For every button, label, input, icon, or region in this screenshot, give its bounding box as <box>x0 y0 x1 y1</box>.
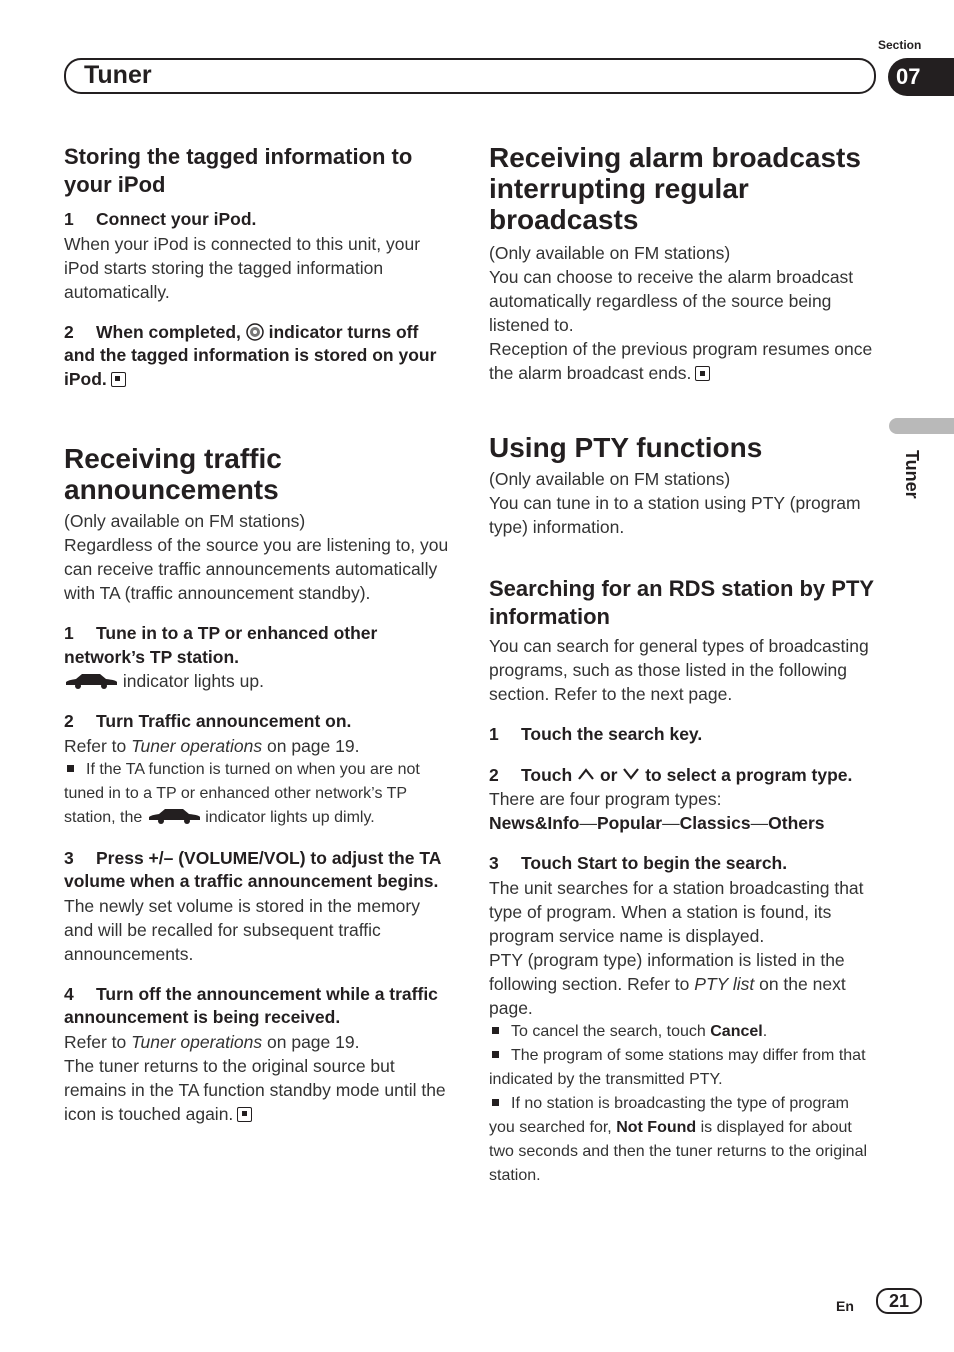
ta-car-indicator-icon <box>147 807 201 825</box>
traffic-step-2: 2 Turn Traffic announcement on. <box>64 711 352 731</box>
traffic-step-4-ref: Refer to Tuner operations on page 19. <box>64 1031 360 1052</box>
traffic-step-1-text: indicator lights up. <box>64 669 450 693</box>
pty-heading: Using PTY functions <box>489 432 763 463</box>
traffic-step-3-text: The newly set volume is stored in the memory and will be recalled for subsequent traffic announcements. <box>64 895 420 964</box>
search-heading: Searching for an RDS station by PTY information <box>489 576 874 629</box>
tuner-operations-link[interactable]: Tuner operations <box>131 1031 263 1052</box>
storing-step-1-text: When your iPod is connected to this unit, your iPod starts storing the tagged information automatically. <box>64 233 421 302</box>
tuner-operations-link[interactable]: Tuner operations <box>131 735 263 756</box>
search-step-2-text: There are four program types: <box>489 789 722 809</box>
alarm-text-2: You can choose to receive the alarm broadcast automatically regardless of the source being listened to. <box>489 267 854 335</box>
page-number: 21 <box>876 1288 922 1314</box>
traffic-step-4-text: The tuner returns to the original source but remains in the TA function standby mode until the icon is touched again. <box>64 1055 446 1124</box>
traffic-step-4: 4 Turn off the announcement while a traffic announcement is being received. <box>64 983 438 1027</box>
bullet-icon <box>492 1027 499 1034</box>
traffic-intro-1: (Only available on FM stations) <box>64 511 306 531</box>
search-step-3-text-1: The unit searches for a station broadcasting that type of program. When a station is found, its program service name is displayed. <box>489 877 864 946</box>
search-step-3: 3 Touch Start to begin the search. <box>489 853 788 873</box>
end-mark-icon <box>237 1107 252 1122</box>
traffic-intro-2: Regardless of the source you are listening to, you can receive traffic announcements automatically with TA (traffic announcement standby). <box>64 535 449 603</box>
program-types: News&Info—Popular—Classics—Others <box>489 813 825 833</box>
search-step-2: 2 Touch or to select a program type. <box>489 764 853 785</box>
right-column <box>489 142 875 1188</box>
program-type-others: Others <box>768 813 825 833</box>
end-mark-icon <box>111 372 126 387</box>
search-intro: You can search for general types of broadcasting programs, such as those listed in the following section. Refer to the next page. <box>489 636 869 704</box>
alarm-text-1: (Only available on FM stations) <box>489 243 731 263</box>
search-note-1: To cancel the search, touch Cancel. <box>489 1020 875 1044</box>
traffic-heading: Receiving traffic announcements <box>64 443 282 505</box>
search-step-1: 1 Touch the search key. <box>489 724 703 744</box>
pty-list-link[interactable]: PTY list <box>694 973 755 994</box>
program-type-classics: Classics <box>679 813 751 833</box>
search-note-3: If no station is broadcasting the type of program you searched for, Not Found is displayed for about two seconds and then the tuner returns to the original station. <box>489 1094 868 1184</box>
side-tab-marker <box>889 418 954 434</box>
bullet-icon <box>492 1099 499 1106</box>
language-label: En <box>836 1298 854 1314</box>
chevron-up-icon <box>577 767 595 781</box>
bullet-icon <box>67 765 74 772</box>
traffic-step-2-note: If the TA function is turned on when you are not tuned in to a TP or enhanced other network’s TP station, the indicator lights up dimly. <box>64 760 420 826</box>
alarm-text-3: Reception of the previous program resumes once the alarm broadcast ends. <box>489 339 873 383</box>
storing-step-2: 2 When completed, indicator turns off and the tagged information is stored on your iPod. <box>64 321 437 389</box>
pty-text-2: You can tune in to a station using PTY (program type) information. <box>489 493 861 537</box>
chevron-down-icon <box>622 767 640 781</box>
section-label: Section <box>878 38 922 52</box>
end-mark-icon <box>695 366 710 381</box>
side-tab-label: Tuner <box>902 450 922 499</box>
ta-car-indicator-icon <box>64 672 118 690</box>
traffic-step-2-ref: Refer to Tuner operations on page 19. <box>64 735 360 756</box>
bullet-icon <box>492 1051 499 1058</box>
search-step-3-text-2: PTY (program type) information is listed in the following section. Refer to PTY list on the next page. <box>489 949 846 1018</box>
storing-heading: Storing the tagged information to your iPod <box>64 144 413 197</box>
chapter-title-frame <box>64 58 876 94</box>
traffic-step-1: 1 Tune in to a TP or enhanced other network’s TP station. <box>64 623 378 667</box>
chapter-title: Tuner <box>84 61 152 89</box>
left-column <box>64 143 450 1126</box>
search-note-2: The program of some stations may differ from that indicated by the transmitted PTY. <box>489 1046 866 1088</box>
traffic-step-3: 3 Press +/– (VOLUME/VOL) to adjust the TA volume when a traffic announcement begins. <box>64 847 441 891</box>
storing-step-1: 1 Connect your iPod. <box>64 209 257 229</box>
alarm-heading: Receiving alarm broadcasts interrupting regular broadcasts <box>489 142 861 235</box>
program-type-news: News&Info <box>489 813 580 833</box>
section-number: 07 <box>888 58 954 96</box>
pty-text-1: (Only available on FM stations) <box>489 469 731 489</box>
program-type-popular: Popular <box>596 813 663 833</box>
disc-indicator-icon <box>246 323 264 341</box>
